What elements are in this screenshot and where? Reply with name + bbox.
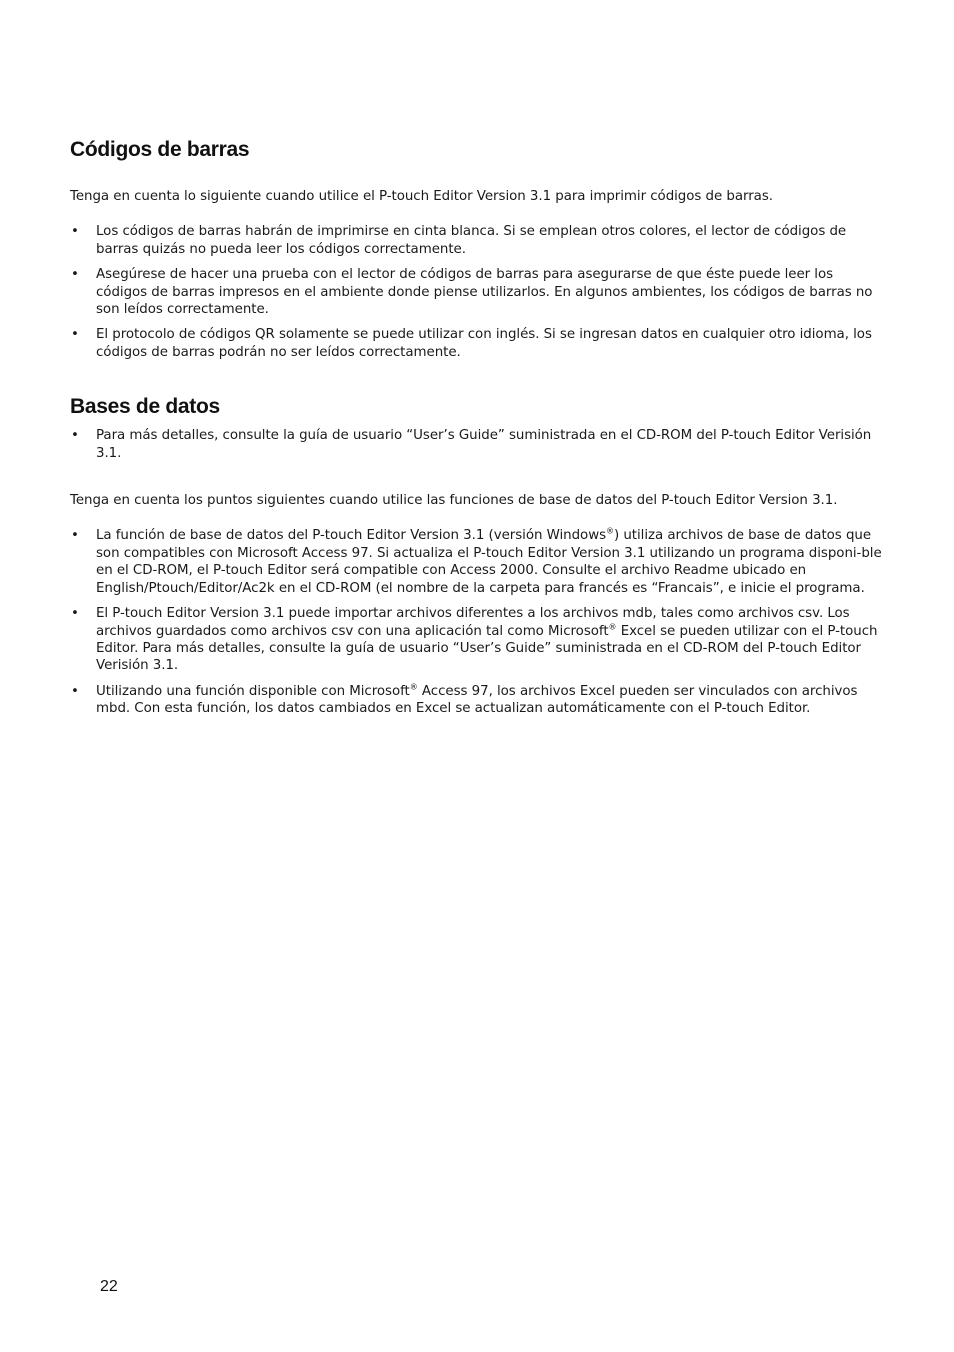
list-item [70, 683, 885, 718]
list-item-text: Para más detalles, consulte la guía de usuario “User’s Guide” suministrada en el CD-ROM del P-touch Editor Verisión 3.1. [96, 428, 872, 461]
list-item [70, 427, 885, 462]
list-item-text: El protocolo de códigos QR solamente se puede utilizar con inglés. Si se ingresan datos en cualquier otro idioma, los códigos de barras podrán no ser leídos correctamente. [96, 327, 872, 360]
text-segment: Utilizando una función disponible con Microsoft [96, 683, 410, 699]
list-item-text [96, 528, 882, 595]
barcodes-intro: Tenga en cuenta lo siguiente cuando utilice el P-touch Editor Version 3.1 para imprimir códigos de barras. [70, 189, 773, 204]
bullet-icon: • [71, 224, 79, 240]
text-segment: ) utiliza archivos de base de datos que son compatibles con Microsoft Access 97. Si actualiza el P-touch Editor Version 3.1 utilizando un programa disponi-ble en el CD-ROM, el P-touch Editor será compatible con Access 2000. Consulte el archivo Readme ubicado en English/Ptouch/Editor/Ac2k en el CD-ROM (el nombre de la carpeta para francés es “Francais”, e inicie el programa. [96, 528, 882, 596]
list-item-text: Asegúrese de hacer una prueba con el lector de códigos de barras para asegurarse de que éste puede leer los códigos de barras impresos en el ambiente donde piense utilizarlos. En algunos ambientes, los códigos de barras no son leídos correctamente. [96, 267, 873, 318]
databases-bullet-list [70, 527, 885, 717]
text-segment: Excel se pueden utilizar con el P-touch Editor. Para más detalles, consulte la guía de usuario “User’s Guide” suministrada en el CD-ROM del P-touch Editor Verisión 3.1. [96, 623, 878, 674]
bullet-icon: • [71, 528, 79, 544]
list-item-text [96, 684, 857, 716]
text-segment: Access 97, los archivos Excel pueden ser vinculados con archivos mbd. Con esta función, los datos cambiados en Excel se actualizan automáticamente con el P-touch Editor. [96, 683, 858, 717]
bullet-icon: • [71, 327, 79, 343]
bullet-icon: • [71, 267, 79, 283]
bullet-icon: • [71, 606, 79, 622]
heading-bases-de-datos: Bases de datos [70, 395, 220, 419]
databases-note-list [70, 427, 885, 462]
databases-intro: Tenga en cuenta los puntos siguientes cuando utilice las funciones de base de datos del P-touch Editor Version 3.1. [70, 493, 838, 509]
list-item [70, 223, 885, 258]
list-item-text [96, 606, 877, 673]
list-item [70, 605, 885, 675]
registered-mark: ® [608, 622, 617, 632]
page-number: 22 [100, 1278, 118, 1295]
text-segment: El P-touch Editor Version 3.1 puede importar archivos diferentes a los archivos mdb, tales como archivos csv. Los archivos guardados como archivos csv con una aplicación tal como Microsoft [96, 606, 850, 639]
list-item [70, 527, 885, 597]
page-content [70, 134, 885, 726]
list-item [70, 266, 885, 318]
barcodes-bullet-list [70, 223, 885, 361]
list-item-text: Los códigos de barras habrán de imprimirse en cinta blanca. Si se emplean otros colores, el lector de códigos de barras quizás no pueda leer los códigos correctamente. [96, 224, 847, 257]
text-segment: La función de base de datos del P-touch Editor Version 3.1 (versión Windows [96, 528, 607, 544]
registered-mark: ® [409, 682, 418, 692]
list-item [70, 326, 885, 361]
heading-codigos-de-barras: Códigos de barras [70, 138, 250, 161]
bullet-icon: • [71, 428, 79, 444]
bullet-icon: • [71, 683, 79, 699]
registered-mark: ® [606, 527, 614, 536]
